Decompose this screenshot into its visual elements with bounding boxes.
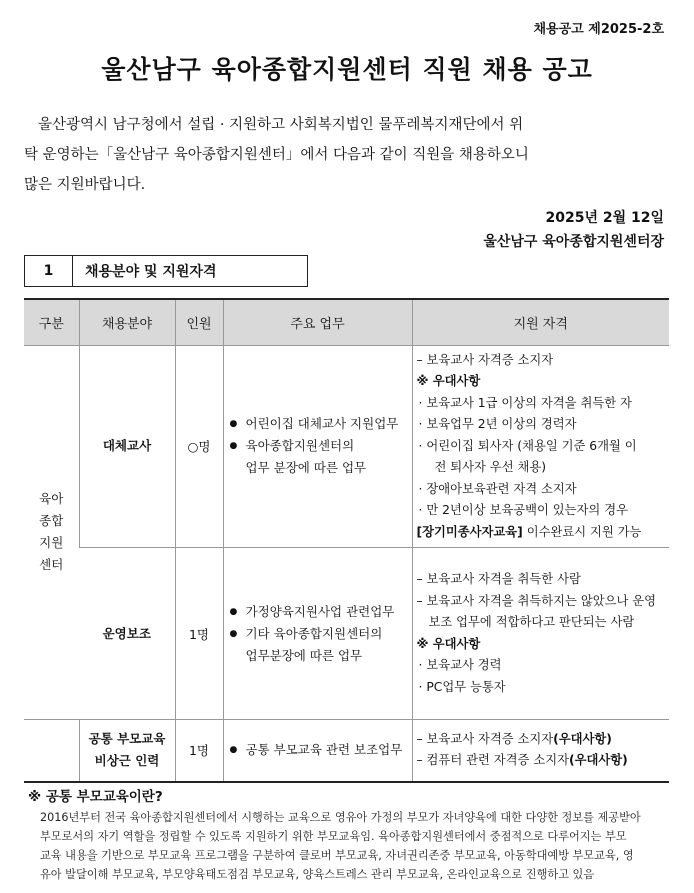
count-cell: 1명 [175,548,223,720]
header-count: 인원 [175,299,223,345]
note-title: ※ 공통 부모교육이란? [28,789,163,805]
duties-cell [223,720,412,782]
section-heading [24,255,308,287]
note-line: 교육 내용을 기반으로 부모교육 프로그램을 구분하여 클로버 부모교육, 자녀권리존중 부모교육, 아동학대예방 부모교육, 영 [40,849,634,862]
section-number: 1 [25,256,73,286]
note-line: 2016년부터 전국 육아종합지원센터에서 시행하는 교육으로 영유아 가정의 부모가 자녀양육에 대한 다양한 정보를 제공받아 [40,811,641,824]
duty-item: ● 육아종합지원센터의 업무 분장에 따른 업무 [230,435,412,479]
duty-item: ● 어린이집 대체교사 지원업무 [230,413,412,435]
intro-line: 많은 지원바랍니다. [24,177,146,193]
field-cell: 공통 부모교육 비상근 인력 [79,720,175,782]
issue-date: 2025년 2월 12일 [545,210,664,226]
header-field: 채용분야 [79,299,175,345]
section-title: 채용분야 및 지원자격 [85,264,217,280]
note-line: 부모로서의 자기 역할을 정립할 수 있도록 지원하기 위한 부모교육임. 육아종합지원센터에서 중점적으로 다루어지는 부모 [40,830,627,843]
count-cell: 1명 [175,720,223,782]
header-qualification: 지원 자격 [412,299,669,345]
issuer-name: 울산남구 육아종합지원센터장 [483,234,664,250]
duties-cell [223,548,412,720]
qualification-cell: – 보육교사 자격증 소지자(우대사항) – 컴퓨터 관련 자격증 소지자(우대사항) [412,720,669,782]
header-gubun: 구분 [24,299,79,345]
duty-item: ● 가정양육지원사업 관련업무 [230,601,412,623]
field-cell: 대체교사 [79,345,175,548]
qualification-cell: – 보육교사 자격을 취득한 사람 – 보육교사 자격을 취득하지는 않았으나 운영 보조 업무에 적합하다고 판단되는 사람 ※ 우대사항 · 보육교사 경력 · PC업무 능통자 [412,548,669,720]
gubun-cell: 육아 종합 지원 센터 [24,345,79,720]
table-row [24,548,669,720]
intro-line: 탁 운영하는「울산남구 육아종합지원센터」에서 다음과 같이 직원을 채용하오니 [24,147,529,163]
gubun-cell-empty [24,720,79,782]
count-cell: ○명 [175,345,223,548]
qualification-cell: – 보육교사 자격증 소지자 ※ 우대사항 · 보육교사 1급 이상의 자격을 취득한 자 · 보육업무 2년 이상의 경력자 · 어린이집 퇴사자 (채용일 기준 6개월 이 전 퇴사자 우선 채용) · 장애아보육관련 자격 소지자 · 만 2년이상 보육공백이 있는자의 경우 [장기미종사자교육] 이수완료시 지원 가능 [412,345,669,548]
page-title: 울산남구 육아종합지원센터 직원 채용 공고 [101,55,593,84]
duty-item: ● 공통 부모교육 관련 보조업무 [230,739,412,761]
table-row [24,720,669,782]
intro-line: 울산광역시 남구청에서 설립 · 지원하고 사회복지법인 물푸레복지재단에서 위 [38,117,524,133]
header-duties: 주요 업무 [223,299,412,345]
recruitment-table [24,298,669,783]
table-header-row [24,299,669,345]
field-cell: 운영보조 [79,548,175,720]
notice-number: 채용공고 제2025-2호 [533,22,664,37]
note-body [40,808,668,884]
duty-item: ● 기타 육아종합지원센터의 업무분장에 따른 업무 [230,623,412,667]
duties-cell [223,345,412,548]
table-row [24,345,669,548]
issuer-block [483,206,664,254]
intro-paragraph [24,110,672,200]
note-line: 유아 발달이해 부모교육, 부모양육태도점검 부모교육, 양육스트레스 관리 부모교육, 온라인교육으로 진행하고 있음 [40,868,595,881]
